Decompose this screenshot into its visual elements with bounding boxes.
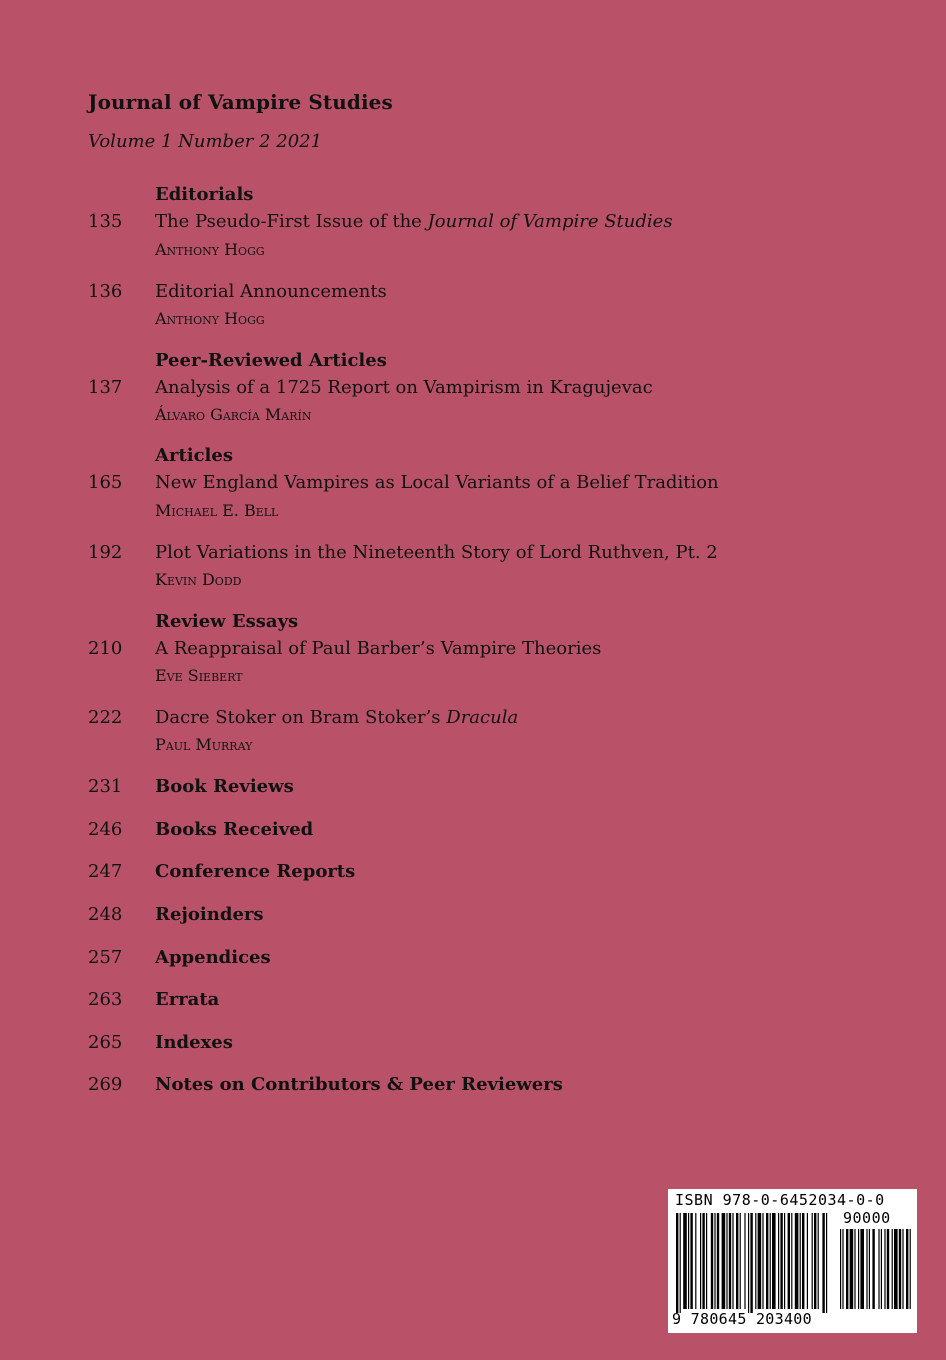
barcode-addon-bar [860,1229,864,1309]
page-number: 136 [88,281,123,302]
barcode-bar [711,1213,713,1309]
page-number: 246 [88,819,123,840]
barcode-bar [822,1213,824,1313]
barcode-bar [702,1213,704,1309]
barcode-bar [800,1213,801,1309]
entry-title: Editorial Announcements [155,281,387,302]
barcode-addon-bar [902,1229,903,1309]
entry-author: Michael E. Bell [155,501,279,520]
barcode-addon-bar [884,1229,885,1309]
barcode-bar [772,1213,776,1309]
barcode-bar [714,1213,715,1309]
barcode-bar [683,1213,687,1309]
section-indexes: Indexes [155,1032,233,1053]
section-heading-peer-reviewed: Peer-Reviewed Articles [155,350,387,371]
barcode-addon-bar [910,1229,911,1309]
page-number: 165 [88,472,123,493]
page-number: 192 [88,542,123,563]
page-number: 247 [88,861,123,882]
barcode-addon-bar [850,1229,854,1309]
barcode-addon-bar [846,1229,848,1309]
section-book-reviews: Book Reviews [155,776,294,797]
page-number: 257 [88,947,123,968]
barcode-bar [812,1213,813,1309]
barcode-addon-bar [906,1229,908,1309]
barcode-addon-bar [892,1229,893,1309]
section-errata: Errata [155,989,220,1010]
barcode-bar [717,1213,719,1309]
barcode-bar [729,1213,731,1309]
barcode-bar [688,1213,689,1309]
barcode-bar [784,1213,785,1309]
barcode-bar [788,1213,790,1309]
entry-author: Anthony Hogg [155,240,265,259]
entry-title: A Reappraisal of Paul Barber’s Vampire Theories [155,638,602,659]
entry-title: New England Vampires as Local Variants of a Belief Tradition [155,472,719,493]
barcode-bar [826,1213,827,1313]
barcode-bar [770,1213,771,1309]
page-number: 269 [88,1074,123,1095]
journal-title: Journal of Vampire Studies [88,90,393,114]
barcode-bar [732,1213,733,1309]
section-conference-reports: Conference Reports [155,861,356,882]
page-number: 135 [88,211,123,232]
page-number: 263 [88,989,123,1010]
barcode-bar [818,1213,819,1309]
entry-author: Paul Murray [155,735,253,754]
barcode-addon-bar [842,1229,843,1309]
barcode-addon-bar [881,1229,882,1309]
barcode-bar [744,1213,745,1309]
barcode-bar [722,1213,726,1309]
entry-title: Dacre Stoker on Bram Stoker’s Dracula [155,707,519,728]
barcode-addon-bar [866,1229,867,1309]
barcode-bar [802,1213,804,1309]
barcode-bar [690,1213,692,1309]
barcode-bar [740,1213,741,1309]
isbn-barcode [668,1189,917,1333]
barcode-bar [766,1213,768,1309]
entry-title: Analysis of a 1725 Report on Vampirism in Kragujevac [155,377,653,398]
section-heading-review-essays: Review Essays [155,611,299,632]
page-number: 222 [88,707,123,728]
page-number: 265 [88,1032,123,1053]
barcode-bar [736,1213,738,1309]
barcode-addon-bar [858,1229,859,1309]
page-number: 137 [88,377,123,398]
barcode-addon-bar [840,1229,841,1309]
entry-author: Álvaro García Marín [155,405,312,424]
section-notes-on-contributors: Notes on Contributors & Peer Reviewers [155,1074,563,1095]
barcode-bar [750,1213,752,1313]
section-rejoinders: Rejoinders [155,904,264,925]
barcode-addon-bar [869,1229,870,1309]
barcode-bar [807,1213,808,1309]
barcode-bar [700,1213,701,1309]
barcode-bar [755,1213,756,1309]
volume-info: Volume 1 Number 2 2021 [88,131,323,152]
barcode-addon-bar [878,1229,879,1309]
barcode-addon-digits: 90000 [843,1209,891,1227]
barcode-digits: 9 780645 203400 [672,1310,812,1328]
barcode-bar [762,1213,763,1309]
barcode-bar [676,1213,678,1313]
section-heading-editorials: Editorials [155,184,254,205]
entry-title: Plot Variations in the Nineteenth Story of Lord Ruthven, Pt. 2 [155,542,718,563]
barcode-bar [780,1213,782,1309]
barcode-bar [795,1213,799,1309]
entry-author: Eve Siebert [155,666,243,685]
barcode-addon-bar [899,1229,901,1309]
barcode-bar [758,1213,762,1309]
barcode-bar [680,1213,681,1313]
barcode-addon-bar [887,1229,889,1309]
barcode-addon-bar [854,1229,855,1309]
barcode-addon-bar [894,1229,898,1309]
page-number: 231 [88,776,123,797]
section-heading-articles: Articles [155,445,233,466]
barcode-bar [748,1213,749,1313]
isbn-label: ISBN 978-0-6452034-0-0 [675,1191,885,1209]
barcode-bar [706,1213,707,1309]
entry-author: Kevin Dodd [155,570,242,589]
page-number: 210 [88,638,123,659]
entry-title: The Pseudo-First Issue of the Journal of Vampire Studies [155,211,673,232]
entry-author: Anthony Hogg [155,309,265,328]
barcode-bar [791,1213,792,1309]
barcode-bar [814,1213,816,1309]
section-appendices: Appendices [155,947,271,968]
barcode-addon-bar [872,1229,874,1309]
barcode-bar [726,1213,727,1309]
barcode-bar [695,1213,696,1309]
section-books-received: Books Received [155,819,314,840]
page-number: 248 [88,904,123,925]
barcode-bar [778,1213,779,1309]
